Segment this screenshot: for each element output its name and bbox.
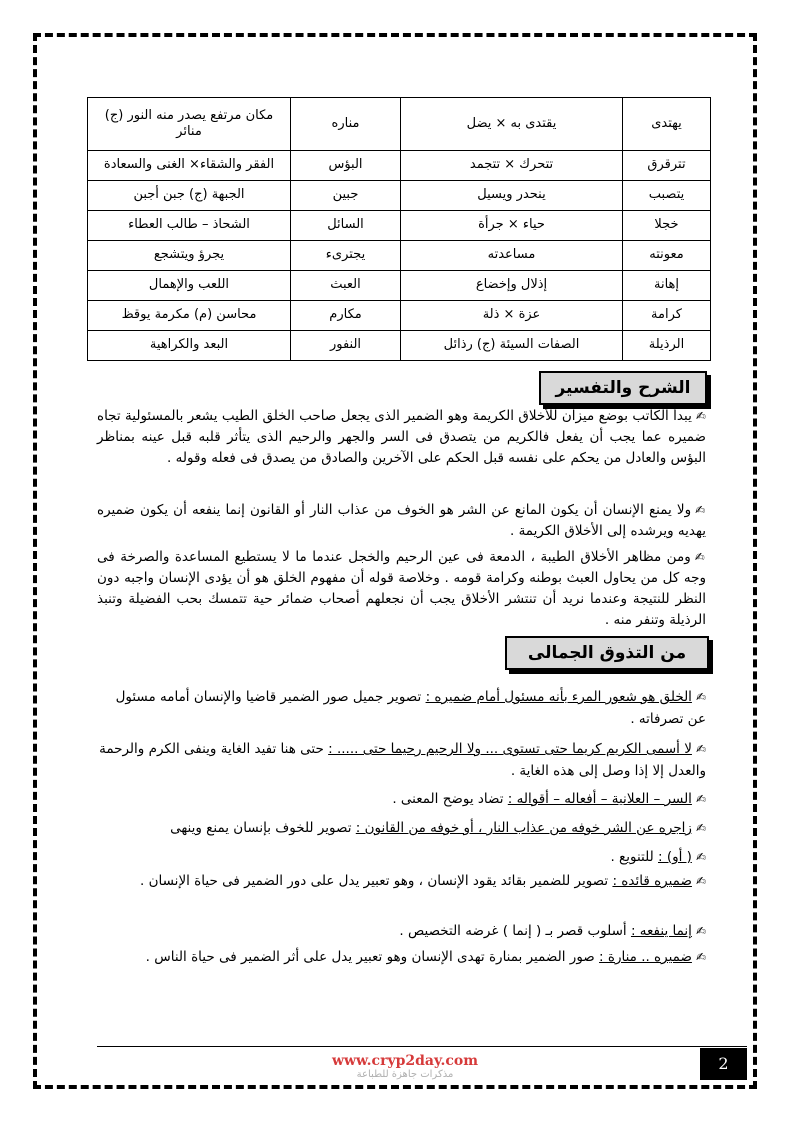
table-cell: مساعدته [401, 241, 623, 271]
table-cell: يقتدى به × يضل [401, 98, 623, 151]
pen-icon: ✍ [695, 850, 706, 864]
table-cell: الجبهة (ج) جبن أجبن [88, 181, 291, 211]
page-number: 2 [700, 1048, 747, 1080]
table-cell: إذلال وإخضاع [401, 271, 623, 301]
table-cell: السائل [291, 211, 401, 241]
pen-icon: ✍ [695, 950, 706, 964]
section-title-explanation: الشرح والتفسير [539, 371, 707, 405]
table-cell: مكارم [291, 301, 401, 331]
vocabulary-table [87, 97, 711, 361]
pen-icon: ✍ [695, 409, 706, 423]
table-cell: البعد والكراهية [88, 331, 291, 361]
table-cell: البؤس [291, 151, 401, 181]
tasting-item: ✍ضميره .. منارة : صور الضمير بمنارة تهدى الإنسان وهو تعبير يدل على أثر الضمير فى حياة الناس . [145, 949, 706, 965]
table-row [88, 271, 711, 301]
explanation-paragraph-3: ✍ومن مظاهر الأخلاق الطيبة ، الدمعة فى عين الرحيم والخجل عندما ما لا يستطيع المساعدة والصرخة فى وجه كل من يحاول العبث بوطنه وكرامة قومه . وخلاصة قوله أن مفهوم الخلق هو أن يؤدى الإنسان واجبه دون النظر للنتيجة وعندما نريد أن تنتشر الأخلاق يجب أن نجعلهم أصحاب ضمائر حية تتمسك بحب الفضيلة وتنبذ الرذيلة وتنفر منه . [97, 549, 706, 628]
pen-icon: ✍ [695, 792, 706, 806]
table-cell: جبين [291, 181, 401, 211]
table-cell: اللعب والإهمال [88, 271, 291, 301]
table-cell: الفقر والشقاء× الغنى والسعادة [88, 151, 291, 181]
table-cell: إهانة [623, 271, 711, 301]
table-row [88, 181, 711, 211]
table-cell: مكان مرتفع يصدر منه النور (ج) منائر [88, 98, 291, 151]
tasting-item: ✍السر – العلانية – أفعاله – أقواله : تضاد يوضح المعنى . [392, 791, 706, 807]
table-cell: خجلا [623, 211, 711, 241]
table-cell: الصفات السيئة (ج) رذائل [401, 331, 623, 361]
table-row [88, 211, 711, 241]
table-cell: عزة × ذلة [401, 301, 623, 331]
table-cell: النفور [291, 331, 401, 361]
tasting-item: ✍لا أسمى الكريم كريما حتى تستوى ... ولا الرحيم رحيما حتى ..... : حتى هنا تفيد الغاية وينفى الكرم والرحمة والعدل إلا إذا وصل إلى هذه الغاية . [99, 741, 706, 779]
table-row [88, 98, 711, 151]
pen-icon: ✍ [695, 503, 706, 517]
table-cell: كرامة [623, 301, 711, 331]
table-cell: الشحاذ – طالب العطاء [88, 211, 291, 241]
pen-icon: ✍ [695, 924, 706, 938]
table-cell: حياء × جرأة [401, 211, 623, 241]
footer-subtitle: مذكرات جاهزة للطباعة [356, 1069, 454, 1080]
explanation-paragraph-1: ✍يبدأ الكاتب بوضع ميزان للأخلاق الكريمة وهو الضمير الذى يجعل صاحب الخلق الطيب يشعر بالمسئولية تجاه ضميره عما يجب أن يفعل فالكريم من يتصدق فى السر والجهر والرحيم الذى يتأثر قلبه قبل عينه بمناظر البؤس والعادل من يحكم على نفسه قبل الحكم على الآخرين والصادق من يصدق فى فعله وقوله . [97, 408, 706, 466]
table-row [88, 241, 711, 271]
table-cell: تترقرق [623, 151, 711, 181]
pen-icon: ✍ [695, 874, 706, 888]
tasting-item: ✍ضميره قائده : تصوير للضمير بقائد يقود الإنسان ، وهو تعبير يدل على دور الضمير فى حياة الإنسان . [140, 873, 706, 889]
table-cell: محاسن (م) مكرمة يوقظ [88, 301, 291, 331]
table-cell: يجترىء [291, 241, 401, 271]
table-cell: العبث [291, 271, 401, 301]
table-row [88, 331, 711, 361]
tasting-item: ✍الخلق هو شعور المرء بأنه مسئول أمام ضميره : تصوير جميل صور الضمير قاضيا والإنسان أمامه مسئول عن تصرفاته . [115, 689, 706, 727]
table-cell: يتصبب [623, 181, 711, 211]
table-cell: يجرؤ ويتشجع [88, 241, 291, 271]
pen-icon: ✍ [694, 550, 706, 564]
table-cell: ينحدر ويسيل [401, 181, 623, 211]
table-cell: الرذيلة [623, 331, 711, 361]
table-cell: تتحرك × تتجمد [401, 151, 623, 181]
tasting-item: ✍( أو) : للتنويع . [610, 849, 706, 865]
section-title-aesthetic-tasting: من التذوق الجمالى [505, 636, 709, 670]
footer-divider [97, 1046, 747, 1047]
table-row [88, 151, 711, 181]
pen-icon: ✍ [695, 690, 706, 704]
footer-site-link[interactable]: www.cryp2day.com [331, 1053, 479, 1069]
table-cell: معونته [623, 241, 711, 271]
table-cell: مناره [291, 98, 401, 151]
explanation-paragraph-2: ✍ولا يمنع الإنسان أن يكون المانع عن الشر هو الخوف من عذاب النار أو القانون إنما ينفعه أن يكون ضميره يهديه ويرشده إلى الأخلاق الكريمة . [97, 502, 706, 539]
tasting-item: ✍إنما ينفعه : أسلوب قصر بـ ( إنما ) غرضه التخصيص . [399, 923, 706, 939]
table-cell: يهتدى [623, 98, 711, 151]
pen-icon: ✍ [695, 742, 706, 756]
table-row [88, 301, 711, 331]
tasting-item: ✍زاجره عن الشر خوفه من عذاب النار ، أو خوفه من القانون : تصوير للخوف بإنسان يمنع وينهى [170, 820, 706, 836]
pen-icon: ✍ [695, 821, 706, 835]
